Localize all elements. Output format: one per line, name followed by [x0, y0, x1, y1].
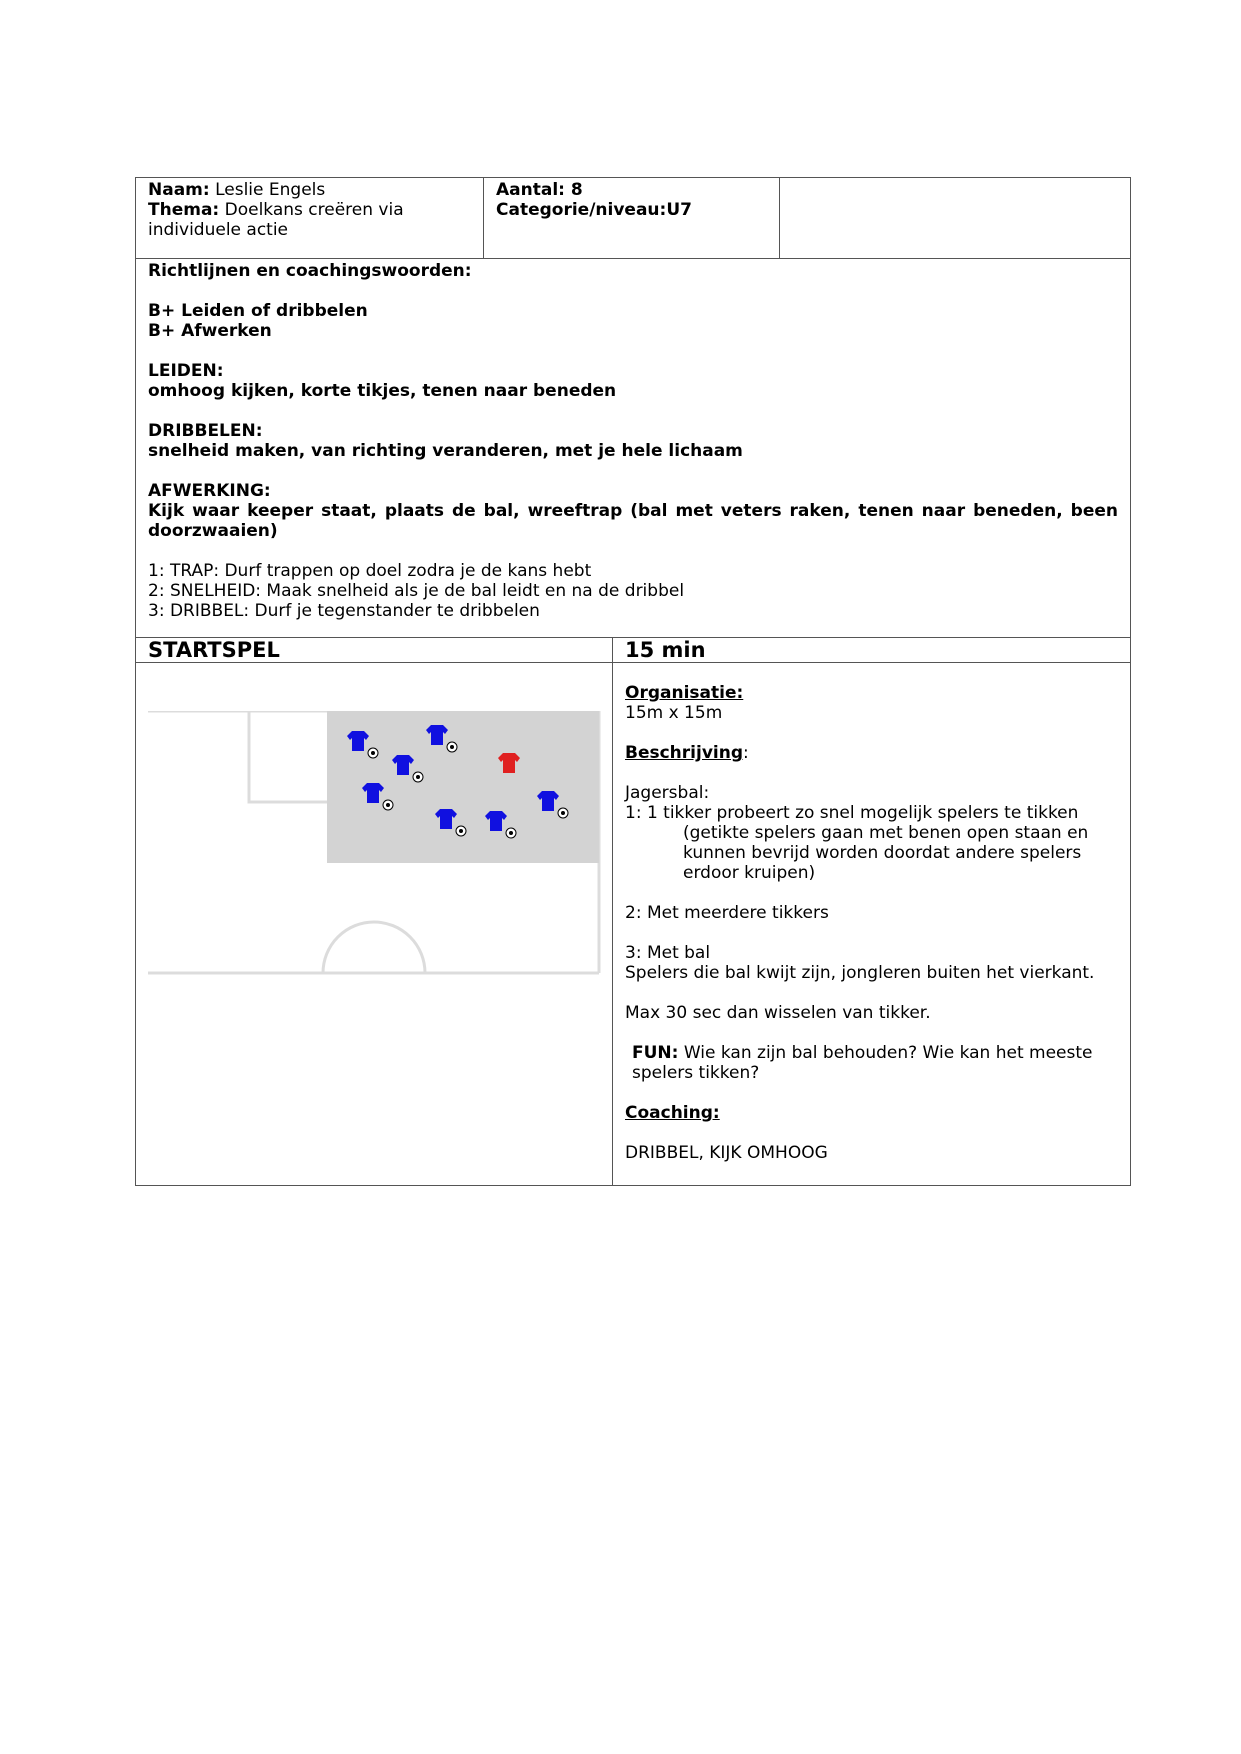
- richtlijnen-cell: [136, 259, 1131, 638]
- afwerking-title: AFWERKING:: [148, 481, 271, 501]
- point-2: 2: SNELHEID: Maak snelheid als je de bal leidt en na de dribbel: [148, 581, 685, 601]
- b2-text: B+ Afwerken: [148, 321, 272, 341]
- step-2: 2: Met meerdere tikkers: [625, 903, 829, 923]
- dribbelen-text: snelheid maken, van richting veranderen, met je hele lichaam: [148, 441, 743, 461]
- ball-pattern: [416, 775, 420, 779]
- diagram-cell: [136, 663, 613, 1186]
- ball-pattern: [509, 831, 513, 835]
- b1-text: B+ Leiden of dribbelen: [148, 301, 368, 321]
- ball-pattern: [459, 829, 463, 833]
- point-1: 1: TRAP: Durf trappen op doel zodra je de kans hebt: [148, 561, 592, 581]
- max-text: Max 30 sec dan wisselen van tikker.: [625, 1003, 931, 1023]
- fun-label: FUN:: [632, 1043, 679, 1063]
- coaching-text: DRIBBEL, KIJK OMHOOG: [625, 1143, 828, 1163]
- ball-pattern: [561, 811, 565, 815]
- richtlijnen-title: Richtlijnen en coachingswoorden:: [148, 261, 472, 281]
- coaching-label: Coaching:: [625, 1103, 720, 1123]
- thema-label: Thema:: [148, 200, 220, 220]
- section-title: STARTSPEL: [136, 638, 613, 663]
- description-cell: [613, 663, 1131, 1186]
- aantal-text: Aantal: 8: [496, 180, 583, 200]
- beschrijving-colon: :: [743, 743, 749, 763]
- point-3: 3: DRIBBEL: Durf je tegenstander te dribbelen: [148, 601, 540, 621]
- aantal-cell: [484, 178, 780, 259]
- field-diagram: [148, 711, 603, 981]
- naam-value: Leslie Engels: [209, 180, 326, 200]
- fun-text: Wie kan zijn bal behouden? Wie kan het meeste spelers tikken?: [632, 1043, 1093, 1083]
- leiden-text: omhoog kijken, korte tikjes, tenen naar beneden: [148, 381, 617, 401]
- exercise-table: [135, 637, 1131, 1186]
- step-1-note: (getikte spelers gaan met benen open staan en kunnen bevrijd worden doordat andere spelers erdoor kruipen): [683, 823, 1089, 883]
- organisatie-label: Organisatie:: [625, 683, 744, 703]
- step-3: 3: Met bal: [625, 943, 711, 963]
- beschrijving-label: Beschrijving: [625, 743, 744, 763]
- jagersbal-text: Jagersbal:: [625, 783, 710, 803]
- empty-cell: [780, 178, 1131, 259]
- header-table: [135, 177, 1131, 638]
- naam-thema-cell: [136, 178, 484, 259]
- thema-value: Doelkans creëren via individuele actie: [148, 200, 404, 240]
- dribbelen-title: DRIBBELEN:: [148, 421, 263, 441]
- naam-label: Naam:: [148, 180, 210, 200]
- afwerking-text: Kijk waar keeper staat, plaats de bal, wreeftrap (bal met veters raken, tenen naar beneden, been doorzwaaien): [148, 501, 1118, 541]
- section-duration: 15 min: [613, 638, 1131, 663]
- organisatie-value: 15m x 15m: [625, 703, 723, 723]
- categorie-text: Categorie/niveau:U7: [496, 200, 692, 220]
- training-sheet: [135, 177, 1130, 1186]
- leiden-title: LEIDEN:: [148, 361, 224, 381]
- ball-pattern: [386, 803, 390, 807]
- ball-pattern: [371, 751, 375, 755]
- step-1: 1: 1 tikker probeert zo snel mogelijk spelers te tikken: [625, 803, 1079, 823]
- ball-pattern: [450, 745, 454, 749]
- step-3-note: Spelers die bal kwijt zijn, jongleren buiten het vierkant.: [625, 963, 1095, 983]
